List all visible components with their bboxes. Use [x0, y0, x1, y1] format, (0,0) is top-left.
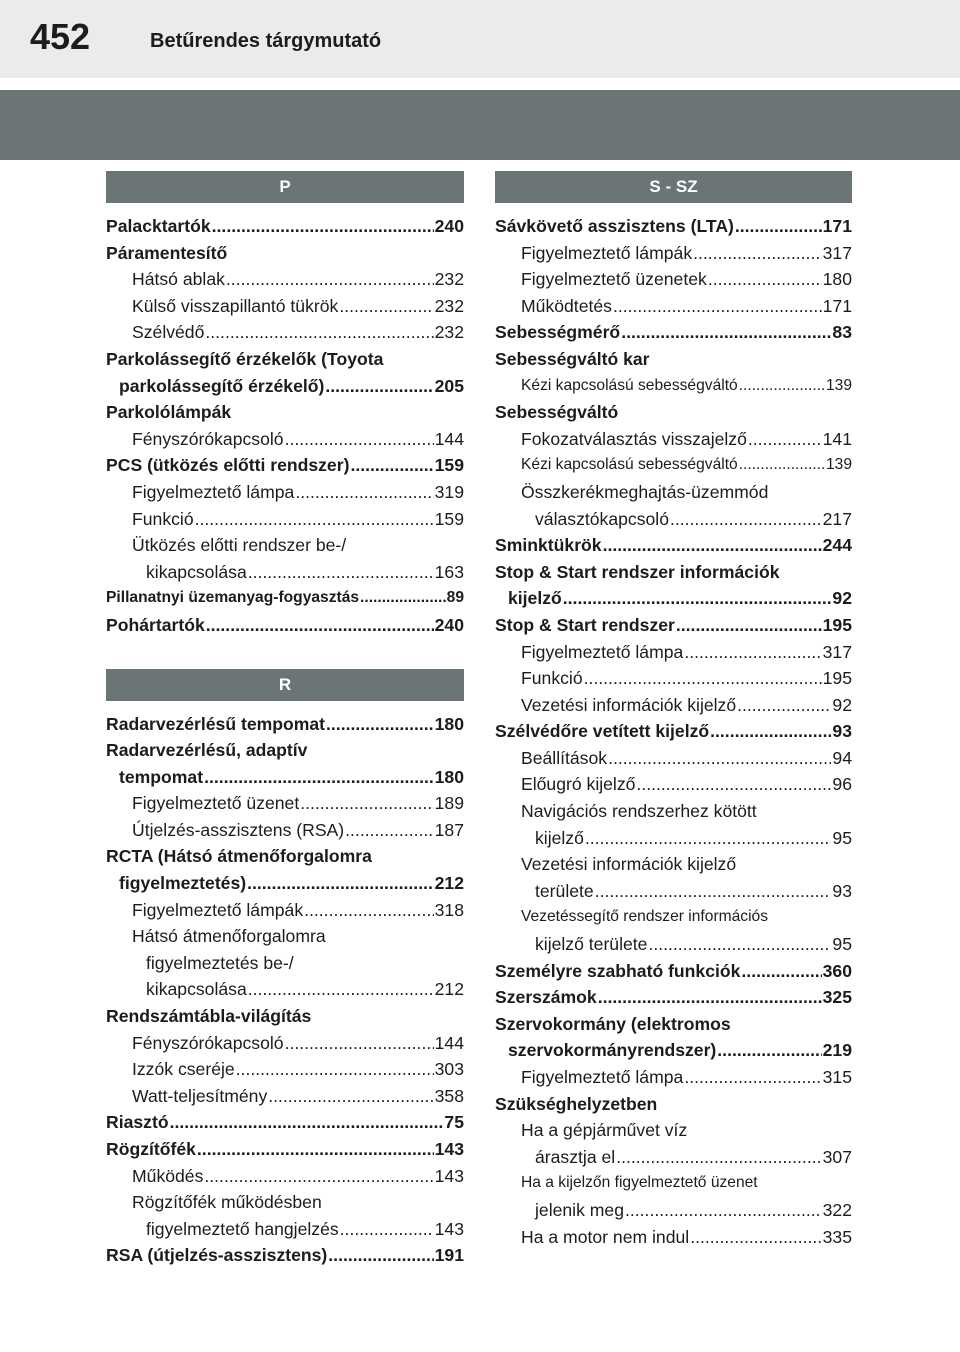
index-entry — [495, 1170, 852, 1197]
index-entry — [106, 479, 464, 506]
entry-page-number: 189 — [434, 793, 464, 814]
index-entry — [106, 1030, 464, 1057]
entry-page-number: 171 — [822, 216, 852, 236]
index-entry — [495, 1144, 852, 1171]
index-entry — [495, 1091, 852, 1118]
entry-page-number: 360 — [822, 960, 852, 981]
dot-leader — [608, 745, 831, 772]
entry-text: Útjelzés-asszisztens (RSA) — [132, 819, 345, 840]
entry-page-number: 322 — [822, 1199, 852, 1220]
entry-page-number: 163 — [434, 561, 464, 582]
index-entry — [495, 346, 852, 373]
entry-text: Ütközés előtti rendszer be-/ — [132, 535, 347, 556]
index-entry — [106, 319, 464, 346]
index-entry — [106, 240, 464, 267]
index-entry — [106, 1136, 464, 1163]
entry-text: Riasztó — [106, 1112, 169, 1133]
entry-text: Figyelmeztető lámpa — [521, 1067, 684, 1087]
entry-page-number: 171 — [822, 295, 852, 316]
entry-page-number: 92 — [832, 694, 852, 715]
dot-leader — [360, 585, 446, 612]
index-entry — [495, 639, 852, 666]
index-entry — [106, 612, 464, 639]
entry-text: Vezetési információk kijelző — [521, 694, 737, 715]
index-entry — [495, 984, 852, 1011]
dot-leader — [585, 825, 832, 852]
entry-page-number: 95 — [832, 827, 852, 848]
index-entry — [106, 1163, 464, 1190]
index-entry — [495, 745, 852, 772]
dot-leader — [350, 452, 433, 479]
entry-text: Fényszórókapcsoló — [132, 1032, 284, 1053]
dot-leader — [739, 373, 825, 400]
dot-leader — [197, 1136, 434, 1163]
entry-page-number: 144 — [434, 428, 464, 449]
dot-leader — [739, 452, 825, 479]
index-entry — [106, 585, 464, 612]
entry-page-number: 303 — [434, 1059, 464, 1080]
index-entry — [495, 240, 852, 267]
entry-text: Sebességváltó — [495, 402, 619, 423]
index-entry — [495, 612, 852, 639]
index-entry — [106, 843, 464, 870]
index-entry — [495, 559, 852, 586]
entry-text: Watt-teljesítmény — [132, 1085, 268, 1106]
index-entry — [495, 1011, 852, 1038]
entry-text: Beállítások — [521, 747, 608, 768]
entry-text: Figyelmeztető lámpák — [132, 899, 304, 920]
index-entry — [106, 213, 464, 240]
dot-leader — [684, 1064, 821, 1091]
dot-leader — [300, 790, 433, 817]
dot-leader — [236, 1056, 434, 1083]
entry-page-number: 217 — [822, 508, 852, 529]
index-entry — [495, 718, 852, 745]
entry-text: Fényszórókapcsoló — [132, 428, 284, 449]
entry-text: kijelző — [535, 827, 584, 848]
dot-leader — [613, 293, 822, 320]
entry-text: figyelmeztetés) — [119, 873, 247, 894]
dot-leader — [247, 870, 434, 897]
entry-text: Rögzítőfék működésben — [132, 1192, 322, 1213]
section-header: P — [106, 171, 464, 203]
index-entry — [495, 506, 852, 533]
entry-page-number: 212 — [434, 979, 464, 1000]
entry-page-number: 92 — [832, 588, 852, 609]
entry-page-number: 319 — [434, 481, 464, 502]
entry-text: figyelmeztető hangjelzés — [146, 1218, 339, 1239]
entry-page-number: 96 — [832, 774, 852, 795]
dot-leader — [226, 266, 434, 293]
index-entry — [495, 1064, 852, 1091]
dot-leader — [737, 692, 831, 719]
index-entry — [495, 293, 852, 320]
entry-page-number: 232 — [434, 295, 464, 316]
entry-page-number: 205 — [434, 375, 464, 396]
dot-leader — [285, 1030, 434, 1057]
index-entry — [106, 559, 464, 586]
entry-text: Szervokormány (elektromos — [495, 1013, 731, 1034]
header-bar — [0, 0, 960, 78]
index-entry — [106, 506, 464, 533]
entry-page-number: 159 — [434, 455, 464, 476]
entry-text: Hátsó átmenőforgalomra — [132, 926, 326, 947]
entry-text: Fokozatválasztás visszajelző — [521, 428, 747, 449]
dot-leader — [205, 319, 433, 346]
index-entry — [495, 426, 852, 453]
dot-leader — [206, 612, 434, 639]
index-entry — [495, 798, 852, 825]
entry-text: jelenik meg — [535, 1199, 624, 1220]
entry-text: Páramentesítő — [106, 242, 228, 263]
entry-text: Szükséghelyzetben — [495, 1093, 658, 1114]
entry-page-number: 180 — [434, 713, 464, 734]
entry-page-number: 141 — [822, 428, 852, 449]
index-entry — [106, 293, 464, 320]
dot-leader — [345, 817, 433, 844]
index-entry — [106, 711, 464, 738]
index-entry — [495, 213, 852, 240]
dot-leader — [339, 293, 433, 320]
index-entry — [106, 870, 464, 897]
entry-text: kikapcsolása — [146, 979, 247, 1000]
dot-leader — [708, 266, 822, 293]
dot-leader — [648, 931, 831, 958]
entry-text: Radarvezérlésű tempomat — [106, 713, 326, 734]
entry-text: Figyelmeztető lámpák — [521, 242, 693, 263]
entry-text: tempomat — [119, 766, 204, 787]
dot-leader — [248, 559, 434, 586]
entry-text: Rögzítőfék — [106, 1139, 196, 1159]
index-entry — [495, 373, 852, 400]
entry-page-number: 232 — [434, 322, 464, 343]
entry-page-number: 315 — [822, 1067, 852, 1087]
entry-page-number: 317 — [822, 242, 852, 263]
entry-text: Sminktükrök — [495, 535, 602, 556]
entry-text: Összkerékmeghajtás-üzemmód — [521, 481, 769, 502]
section-header: R — [106, 669, 464, 701]
entry-text: Parkolássegítő érzékelők (Toyota — [106, 348, 384, 369]
dot-leader — [741, 958, 821, 985]
entry-text: szervokormányrendszer) — [508, 1040, 717, 1061]
dot-leader — [268, 1083, 433, 1110]
entry-page-number: 195 — [822, 668, 852, 689]
index-entry — [106, 1242, 464, 1269]
dot-leader — [212, 213, 434, 240]
index-entry — [106, 897, 464, 924]
entry-text: Szélvédőre vetített kijelző — [495, 721, 710, 742]
dot-leader — [598, 984, 822, 1011]
entry-text: Ha a gépjárművet víz — [521, 1120, 688, 1141]
entry-text: Vezetési információk kijelző — [521, 854, 737, 875]
entry-page-number: 318 — [434, 899, 464, 920]
entry-text: PCS (ütközés előtti rendszer) — [106, 455, 350, 476]
index-entry — [106, 737, 464, 764]
entry-text: Funkció — [521, 668, 583, 689]
dot-leader — [603, 532, 822, 559]
index-entry — [495, 319, 852, 346]
dot-leader — [595, 878, 832, 905]
entry-text: Előugró kijelző — [521, 774, 636, 795]
entry-text: Figyelmeztető üzenet — [132, 793, 300, 814]
entry-text: Sebességmérő — [495, 322, 621, 343]
dot-leader — [195, 506, 434, 533]
entry-page-number: 317 — [822, 641, 852, 662]
entry-text: Funkció — [132, 508, 194, 529]
index-entry — [106, 399, 464, 426]
section-header: S - SZ — [495, 171, 852, 203]
entry-page-number: 240 — [434, 614, 464, 635]
dot-leader — [325, 373, 433, 400]
entry-page-number: 325 — [822, 987, 852, 1008]
entry-text: Ha a kijelzőn figyelmeztető üzenet — [521, 1174, 758, 1192]
page-number: 452 — [30, 16, 91, 57]
entry-text: parkolássegítő érzékelő) — [119, 375, 325, 396]
index-entry — [495, 931, 852, 958]
entry-text: Rendszámtábla-világítás — [106, 1006, 312, 1027]
entry-text: Hátsó ablak — [132, 269, 225, 290]
entry-page-number: 89 — [446, 589, 464, 607]
entry-page-number: 139 — [825, 456, 852, 474]
dot-leader — [328, 1242, 433, 1269]
index-entry — [106, 1216, 464, 1243]
index-entry — [106, 266, 464, 293]
entry-page-number: 195 — [822, 614, 852, 635]
entry-text: Figyelmeztető lámpa — [132, 481, 295, 502]
entry-text: Szerszámok — [495, 987, 597, 1008]
index-entry — [495, 665, 852, 692]
index-column-right — [495, 171, 852, 1250]
dot-leader — [285, 426, 434, 453]
dot-leader — [710, 718, 831, 745]
entry-text: Vezetéssegítő rendszer információs — [521, 908, 769, 926]
page-title: Betűrendes tárgymutató — [150, 30, 382, 52]
entry-text: Pillanatnyi üzemanyag-fogyasztás — [106, 589, 360, 607]
index-entry — [495, 266, 852, 293]
index-entry — [106, 532, 464, 559]
entry-page-number: 180 — [434, 766, 464, 787]
entry-text: figyelmeztetés be-/ — [146, 952, 294, 973]
dot-leader — [563, 585, 832, 612]
entry-page-number: 83 — [832, 322, 852, 343]
index-entry — [106, 817, 464, 844]
entry-text: Figyelmeztető lámpa — [521, 641, 684, 662]
entry-page-number: 180 — [822, 269, 852, 290]
index-entry — [106, 1083, 464, 1110]
index-entry — [106, 950, 464, 977]
index-entry — [495, 904, 852, 931]
section-gap — [106, 639, 464, 669]
entry-text: Külső visszapillantó tükrök — [132, 295, 339, 316]
dot-leader — [616, 1144, 821, 1171]
entry-text: árasztja el — [535, 1146, 616, 1167]
entry-text: kikapcsolása — [146, 561, 247, 582]
index-entry — [495, 452, 852, 479]
dot-leader — [584, 665, 822, 692]
entry-page-number: 143 — [434, 1165, 464, 1186]
entry-text: Izzók cseréje — [132, 1059, 235, 1080]
entry-page-number: 93 — [832, 880, 852, 901]
index-entry — [495, 532, 852, 559]
dot-leader — [625, 1197, 822, 1224]
index-entry — [495, 958, 852, 985]
dot-leader — [204, 1163, 433, 1190]
entry-text: Személyre szabható funkciók — [495, 960, 741, 981]
dot-leader — [204, 764, 434, 791]
entry-page-number: 212 — [434, 873, 464, 894]
index-entry — [495, 851, 852, 878]
index-entry — [106, 452, 464, 479]
entry-page-number: 143 — [434, 1139, 464, 1159]
index-entry — [106, 346, 464, 373]
entry-page-number: 240 — [434, 216, 464, 236]
entry-text: Pohártartók — [106, 614, 205, 635]
entry-page-number: 159 — [434, 508, 464, 529]
entry-page-number: 94 — [832, 747, 852, 768]
index-entry — [495, 1197, 852, 1224]
dot-leader — [636, 771, 831, 798]
entry-text: Kézi kapcsolású sebességváltó — [521, 456, 738, 474]
entry-text: Navigációs rendszerhez kötött — [521, 801, 757, 822]
entry-page-number: 335 — [822, 1226, 852, 1247]
index-entry — [106, 764, 464, 791]
index-entry — [106, 1189, 464, 1216]
dot-leader — [690, 1224, 821, 1251]
entry-page-number: 191 — [434, 1245, 464, 1266]
entry-text: Stop & Start rendszer — [495, 614, 675, 635]
index-entry — [495, 479, 852, 506]
entry-text: kijelző — [508, 588, 562, 609]
index-entry — [106, 426, 464, 453]
entry-text: Működtetés — [521, 295, 612, 316]
entry-text: Sávkövető asszisztens (LTA) — [495, 216, 734, 236]
entry-text: Figyelmeztető üzenetek — [521, 269, 707, 290]
dot-leader — [693, 240, 822, 267]
index-column-left — [106, 171, 464, 1269]
index-entry — [106, 976, 464, 1003]
entry-page-number: 95 — [832, 934, 852, 955]
dot-leader — [670, 506, 822, 533]
entry-text: Kézi kapcsolású sebességváltó — [521, 376, 738, 394]
entry-text: területe — [535, 880, 594, 901]
entry-text: RCTA (Hátsó átmenőforgalomra — [106, 846, 372, 867]
index-entry — [495, 771, 852, 798]
dot-leader — [304, 897, 434, 924]
entry-page-number: 144 — [434, 1032, 464, 1053]
dot-leader — [684, 639, 821, 666]
dot-leader — [735, 213, 822, 240]
index-entry — [106, 790, 464, 817]
index-entry — [495, 585, 852, 612]
index-entry — [495, 399, 852, 426]
index-entry — [495, 825, 852, 852]
dot-leader — [170, 1109, 444, 1136]
entry-text: Radarvezérlésű, adaptív — [106, 740, 308, 761]
index-entry — [106, 373, 464, 400]
header-banner — [0, 90, 960, 160]
dot-leader — [295, 479, 433, 506]
dot-leader — [248, 976, 434, 1003]
index-entry — [106, 1056, 464, 1083]
dot-leader — [340, 1216, 434, 1243]
entry-page-number: 244 — [822, 535, 852, 556]
index-entry — [495, 1037, 852, 1064]
entry-text: Parkolólámpák — [106, 402, 232, 423]
entry-page-number: 358 — [434, 1085, 464, 1106]
entry-text: kijelző területe — [535, 934, 648, 955]
dot-leader — [676, 612, 822, 639]
index-entry — [495, 878, 852, 905]
index-entry — [106, 923, 464, 950]
entry-page-number: 139 — [825, 376, 852, 394]
dot-leader — [748, 426, 822, 453]
entry-page-number: 143 — [434, 1218, 464, 1239]
entry-text: választókapcsoló — [535, 508, 669, 529]
index-entry — [495, 1117, 852, 1144]
entry-text: Szélvédő — [132, 322, 205, 343]
entry-page-number: 75 — [444, 1112, 464, 1133]
entry-page-number: 232 — [434, 269, 464, 290]
dot-leader — [621, 319, 831, 346]
entry-page-number: 219 — [822, 1040, 852, 1061]
entry-page-number: 307 — [822, 1146, 852, 1167]
entry-text: Ha a motor nem indul — [521, 1226, 690, 1247]
entry-text: Működés — [132, 1165, 204, 1186]
index-entry — [495, 692, 852, 719]
dot-leader — [326, 711, 434, 738]
index-entry — [106, 1109, 464, 1136]
index-entry — [495, 1224, 852, 1251]
entry-text: Sebességváltó kar — [495, 348, 650, 369]
dot-leader — [717, 1037, 821, 1064]
entry-page-number: 93 — [832, 721, 852, 742]
entry-text: Stop & Start rendszer információk — [495, 561, 780, 582]
entry-page-number: 187 — [434, 819, 464, 840]
entry-text: Palacktartók — [106, 216, 211, 236]
index-entry — [106, 1003, 464, 1030]
entry-text: RSA (útjelzés-asszisztens) — [106, 1245, 328, 1266]
